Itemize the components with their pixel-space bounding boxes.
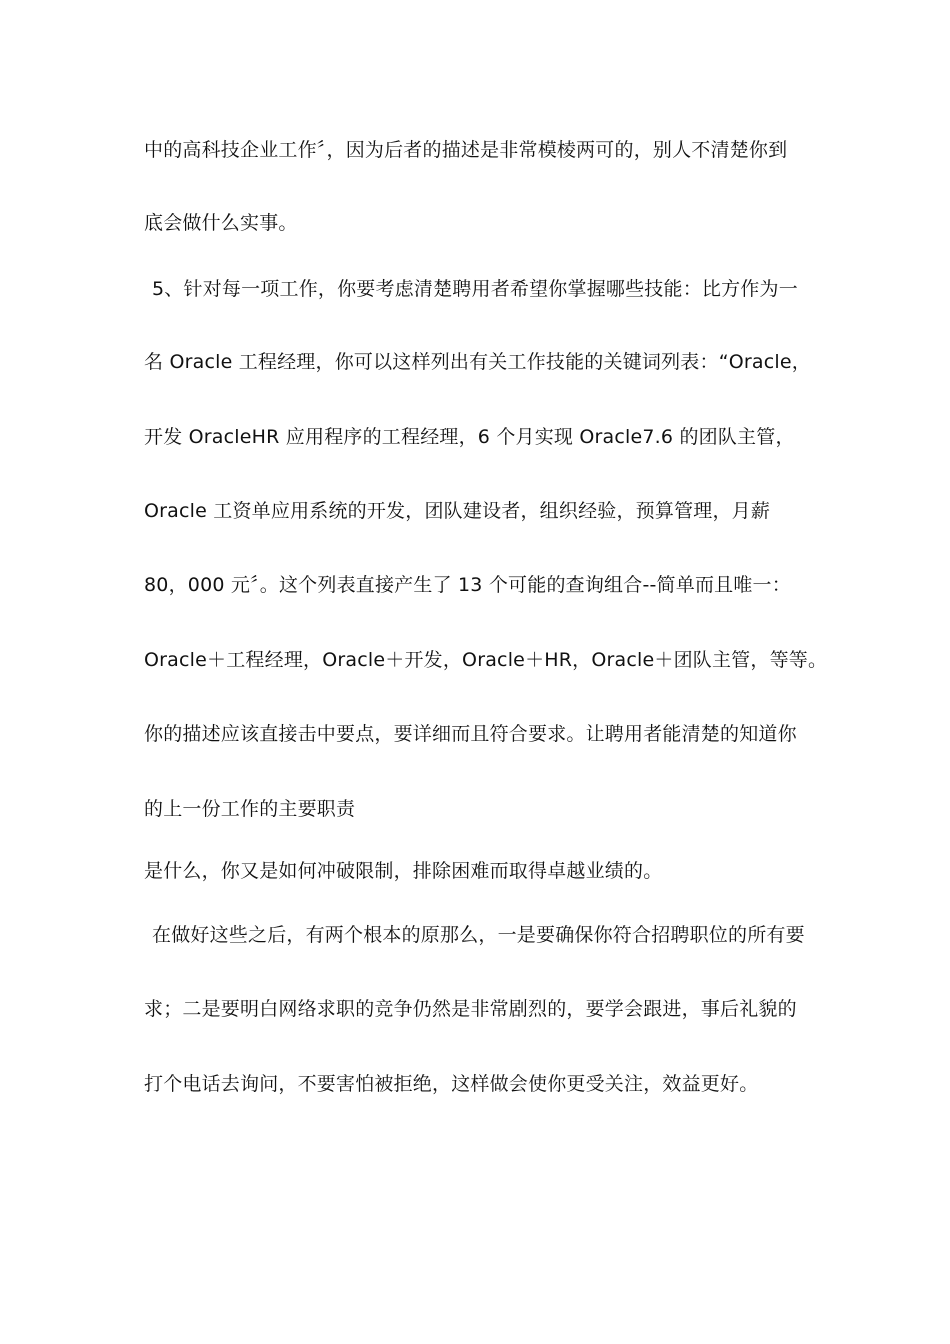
text-line-12: 在做好这些之后，有两个根本的原那么，一是要确保你符合招聘职位的所有要 [152,924,805,946]
text-line-10: 的上一份工作的主要职责 [144,798,356,820]
text-line-9: 你的描述应该直接击中要点，要详细而且符合要求。让聘用者能清楚的知道你 [144,723,797,745]
text-line-11: 是什么，你又是如何冲破限制，排除困难而取得卓越业绩的。 [144,860,663,882]
text-line-4: 名 Oracle 工程经理，你可以这样列出有关工作技能的关键词列表：“Oracle， [144,351,811,373]
text-line-1: 中的高科技企业工作〞，因为后者的描述是非常模棱两可的，别人不清楚你到 [144,139,788,161]
text-line-2: 底会做什么实事。 [144,212,298,234]
text-line-5: 开发 OracleHR 应用程序的工程经理，6 个月实现 Oracle7.6 的团队主管， [144,426,795,448]
text-line-6: Oracle 工资单应用系统的开发，团队建设者，组织经验，预算管理，月薪 [144,500,771,522]
text-line-13: 求；二是要明白网络求职的竞争仍然是非常剧烈的，要学会跟进，事后礼貌的 [144,998,797,1020]
text-line-7: 80，000 元〞。这个列表直接产生了 13 个可能的查询组合--简单而且唯一： [144,574,791,596]
text-line-3: 5、针对每一项工作，你要考虑清楚聘用者希望你掌握哪些技能：比方作为一 [152,278,798,300]
text-line-8: Oracle＋工程经理，Oracle＋开发，Oracle＋HR，Oracle＋团队主管，等等。 [144,649,828,671]
text-line-14: 打个电话去询问，不要害怕被拒绝，这样做会使你更受关注，效益更好。 [144,1073,759,1095]
